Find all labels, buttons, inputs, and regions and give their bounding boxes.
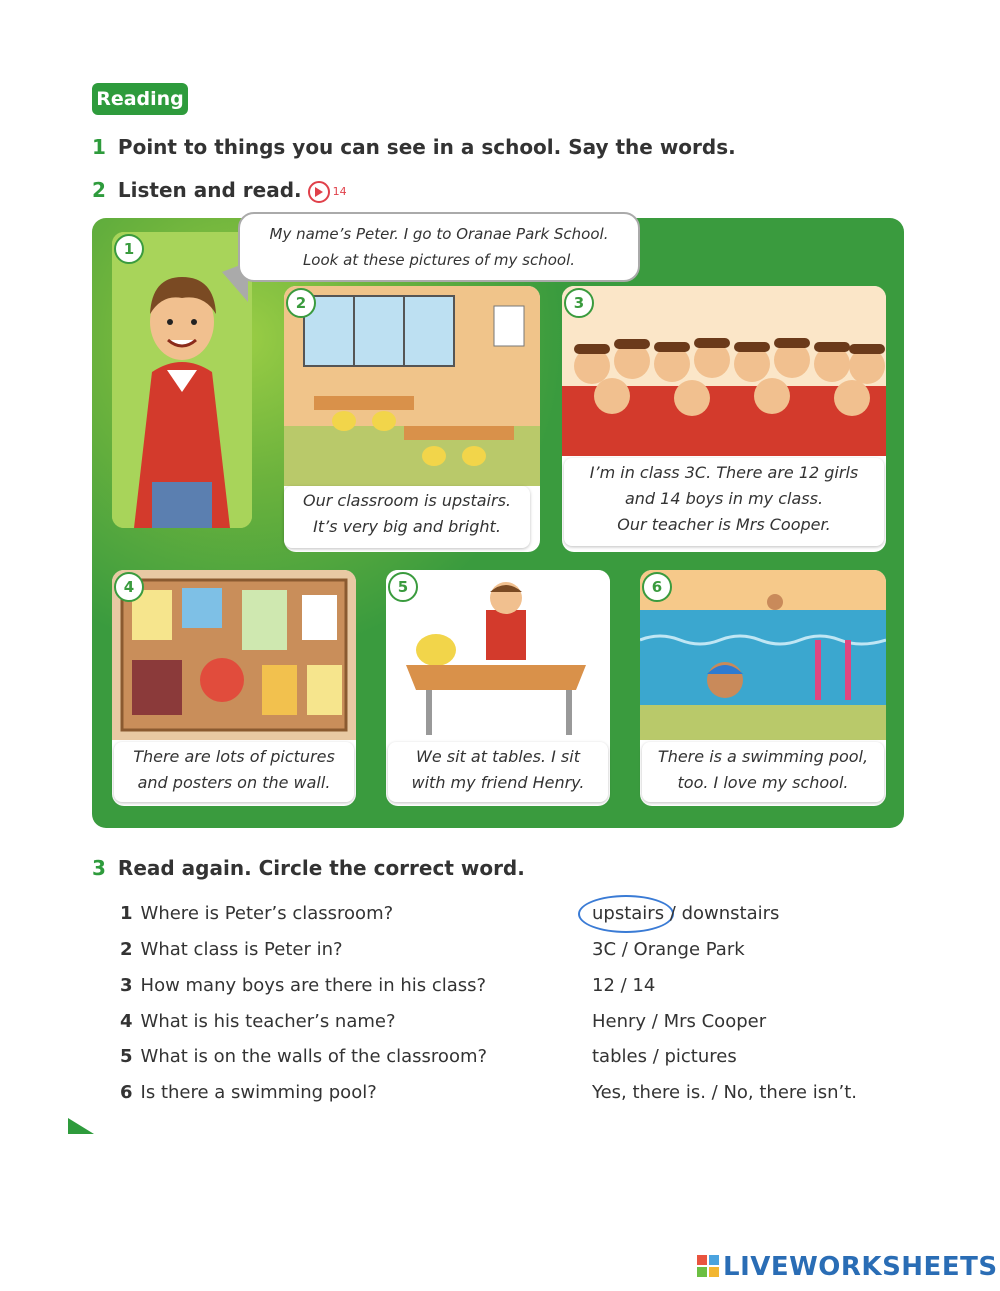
question-text: How many boys are there in his class? xyxy=(140,975,487,996)
answer-options[interactable]: Yes, there is. / No, there isn’t. xyxy=(592,1082,857,1103)
answer-options[interactable]: 12 / 14 xyxy=(592,975,656,996)
panel-number: 2 xyxy=(286,288,316,318)
panel-number: 5 xyxy=(388,572,418,602)
panel-number: 6 xyxy=(642,572,672,602)
caption-line: We sit at tables. I sit xyxy=(416,747,580,766)
question-text: What is his teacher’s name? xyxy=(140,1011,396,1032)
question-row xyxy=(120,1011,396,1032)
question-number: 3 xyxy=(120,975,133,996)
caption-line: with my friend Henry. xyxy=(411,773,585,792)
speech-bubble xyxy=(238,212,640,282)
panel-number: 1 xyxy=(114,234,144,264)
exercise-text: Point to things you can see in a school. Say the words. xyxy=(117,135,736,159)
classroom-illustration xyxy=(284,286,540,486)
question-number: 6 xyxy=(120,1082,133,1103)
question-row xyxy=(120,975,486,996)
answer-options[interactable]: Henry / Mrs Cooper xyxy=(592,1011,767,1032)
panel-number: 3 xyxy=(564,288,594,318)
page-corner-marker xyxy=(68,1118,94,1134)
panel-caption xyxy=(564,458,884,546)
caption-line: Our classroom is upstairs. xyxy=(303,491,511,510)
watermark xyxy=(697,1252,998,1282)
question-text: What class is Peter in? xyxy=(140,939,343,960)
answer-options[interactable]: tables / pictures xyxy=(592,1046,737,1067)
exercise-3 xyxy=(92,856,525,880)
question-number: 2 xyxy=(120,939,133,960)
question-row xyxy=(120,939,343,960)
panel-caption xyxy=(388,742,608,802)
class-group-illustration xyxy=(562,286,886,456)
question-row xyxy=(120,1082,377,1103)
speech-line: Look at these pictures of my school. xyxy=(302,251,576,269)
panel-caption xyxy=(284,486,530,548)
question-number: 5 xyxy=(120,1046,133,1067)
caption-line: Our teacher is Mrs Cooper. xyxy=(617,515,831,534)
liveworksheets-logo-icon xyxy=(697,1255,719,1277)
swimming-pool-illustration xyxy=(640,570,886,740)
caption-line: too. I love my school. xyxy=(677,773,849,792)
caption-line: It’s very big and bright. xyxy=(313,517,501,536)
watermark-text: LIVEWORKSHEETS xyxy=(723,1252,998,1282)
exercise-text: Listen and read. xyxy=(117,178,302,202)
caption-line: There is a swimming pool, xyxy=(657,747,869,766)
section-badge: Reading xyxy=(92,83,188,115)
exercise-1 xyxy=(92,135,736,159)
caption-line: and 14 boys in my class. xyxy=(624,489,824,508)
question-text: What is on the walls of the classroom? xyxy=(140,1046,488,1067)
exercise-text: Read again. Circle the correct word. xyxy=(117,856,525,880)
answer-options[interactable]: 3C / Orange Park xyxy=(592,939,745,960)
question-text: Is there a swimming pool? xyxy=(140,1082,377,1103)
audio-track-number: 14 xyxy=(332,185,347,198)
exercise-number: 1 xyxy=(92,135,106,159)
question-row xyxy=(120,903,393,924)
panel-caption xyxy=(114,742,354,802)
question-text: Where is Peter’s classroom? xyxy=(140,903,394,924)
panel-caption xyxy=(642,742,884,802)
caption-line: I’m in class 3C. There are 12 girls xyxy=(589,463,859,482)
caption-line: There are lots of pictures xyxy=(133,747,335,766)
wall-posters-illustration xyxy=(112,570,356,740)
exercise-number: 2 xyxy=(92,178,106,202)
answer-options[interactable]: upstairs / downstairs xyxy=(592,903,780,924)
question-row xyxy=(120,1046,487,1067)
question-number: 1 xyxy=(120,903,133,924)
caption-line: and posters on the wall. xyxy=(137,773,331,792)
exercise-2 xyxy=(92,178,347,203)
speech-line: My name’s Peter. I go to Oranae Park School. xyxy=(269,225,609,243)
exercise-number: 3 xyxy=(92,856,106,880)
table-illustration xyxy=(386,570,610,740)
panel-number: 4 xyxy=(114,572,144,602)
audio-icon[interactable] xyxy=(308,181,330,203)
question-number: 4 xyxy=(120,1011,133,1032)
